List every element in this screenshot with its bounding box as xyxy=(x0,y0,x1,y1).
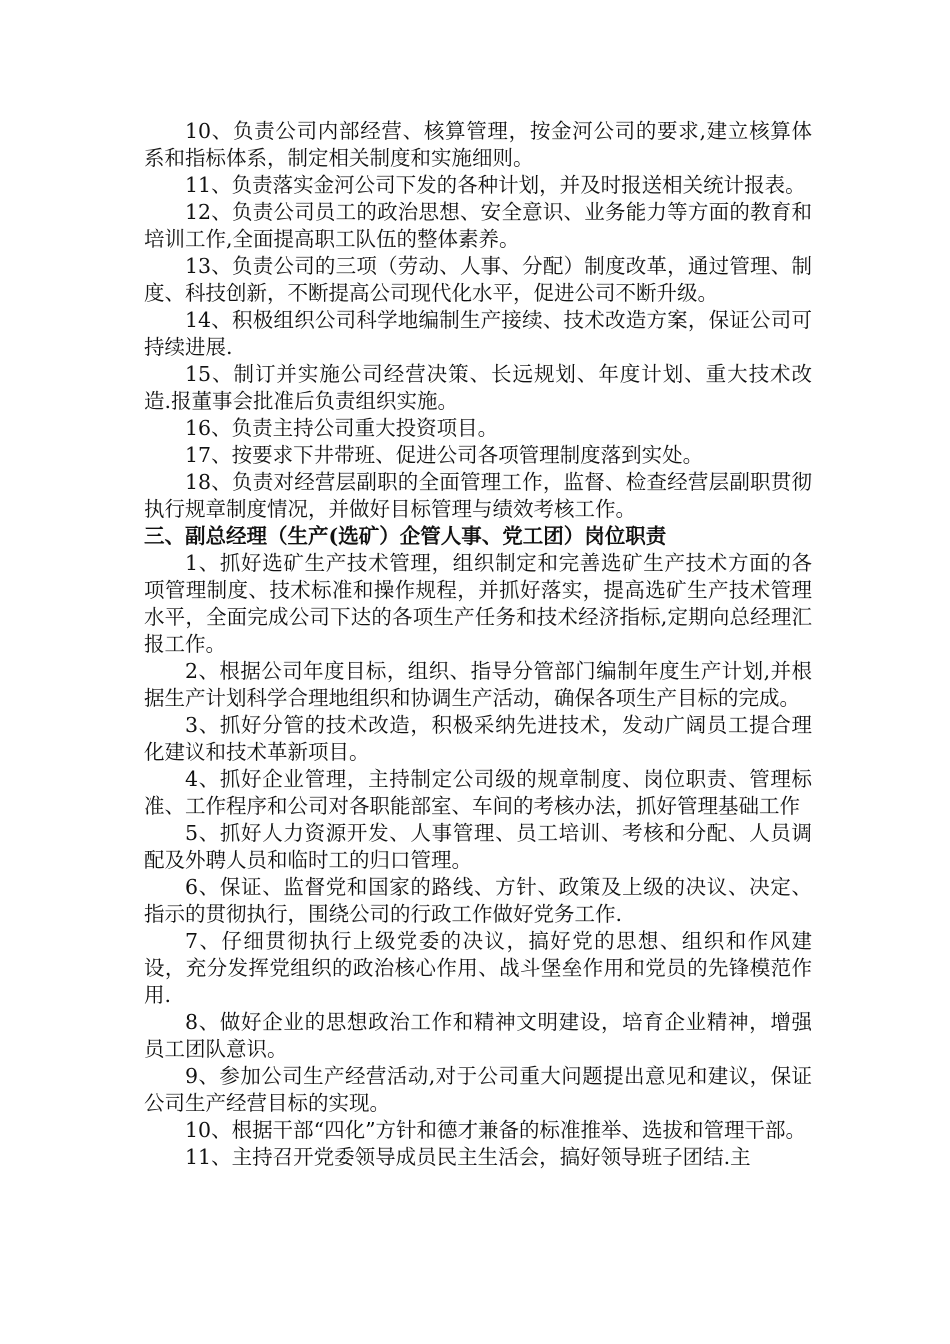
deputy-duty-item-2: 2、根据公司年度目标，组织、指导分管部门编制年度生产计划,并根据生产计划科学合理地组织和协调生产活动，确保各项生产目标的完成。 xyxy=(144,659,812,710)
duty-item-15: 15、制订并实施公司经营决策、长远规划、年度计划、重大技术改造.报董事会批准后负责组织实施。 xyxy=(144,362,812,413)
deputy-duty-item-11: 11、主持召开党委领导成员民主生活会，搞好领导班子团结.主 xyxy=(185,1145,751,1169)
duty-item-12: 12、负责公司员工的政治思想、安全意识、业务能力等方面的教育和培训工作,全面提高职工队伍的整体素养。 xyxy=(144,200,812,251)
deputy-duty-item-6: 6、保证、监督党和国家的路线、方针、政策及上级的决议、决定、指示的贯彻执行，围绕公司的行政工作做好党务工作. xyxy=(144,875,812,926)
duty-item-17: 17、按要求下井带班、促进公司各项管理制度落到实处。 xyxy=(185,443,704,467)
deputy-duty-item-9: 9、参加公司生产经营活动,对于公司重大问题提出意见和建议，保证公司生产经营目标的实现。 xyxy=(144,1064,812,1115)
deputy-duty-item-10: 10、根据干部“四化”方针和德才兼备的标准推举、选拔和管理干部。 xyxy=(185,1118,807,1142)
document-page xyxy=(144,118,812,1171)
deputy-duty-item-5: 5、抓好人力资源开发、人事管理、员工培训、考核和分配、人员调配及外聘人员和临时工的归口管理。 xyxy=(144,821,812,872)
duty-item-11: 11、负责落实金河公司下发的各种计划，并及时报送相关统计报表。 xyxy=(185,173,806,197)
deputy-duty-item-1: 1、抓好选矿生产技术管理，组织制定和完善选矿生产技术方面的各项管理制度、技术标准和操作规程，并抓好落实，提高选矿生产技术管理水平，全面完成公司下达的各项生产任务和技术经济指标,定期向总经理汇报工作。 xyxy=(144,551,812,656)
duty-item-10: 10、负责公司内部经营、核算管理，按金河公司的要求,建立核算体系和指标体系，制定相关制度和实施细则。 xyxy=(144,119,812,170)
duty-item-18: 18、负责对经营层副职的全面管理工作，监督、检查经营层副职贯彻执行规章制度情况，并做好目标管理与绩效考核工作。 xyxy=(144,470,812,521)
deputy-duty-item-4: 4、抓好企业管理，主持制定公司级的规章制度、岗位职责、管理标准、工作程序和公司对各职能部室、车间的考核办法，抓好管理基础工作 xyxy=(144,767,812,818)
deputy-duty-item-7: 7、仔细贯彻执行上级党委的决议，搞好党的思想、组织和作风建设，充分发挥党组织的政治核心作用、战斗堡垒作用和党员的先锋模范作用. xyxy=(144,929,812,1007)
duty-item-16: 16、负责主持公司重大投资项目。 xyxy=(185,416,499,440)
duty-item-14: 14、积极组织公司科学地编制生产接续、技术改造方案，保证公司可持续进展. xyxy=(144,308,812,359)
section-heading: 三、副总经理（生产(选矿）企管人事、党工团）岗位职责 xyxy=(144,524,667,548)
duty-item-13: 13、负责公司的三项（劳动、人事、分配）制度改革，通过管理、制度、科技创新，不断提高公司现代化水平，促进公司不断升级。 xyxy=(144,254,812,305)
deputy-duty-item-8: 8、做好企业的思想政治工作和精神文明建设，培育企业精神，增强员工团队意识。 xyxy=(144,1010,812,1061)
deputy-duty-item-3: 3、抓好分管的技术改造，积极采纳先进技术，发动广阔员工提合理化建议和技术革新项目。 xyxy=(144,713,812,764)
